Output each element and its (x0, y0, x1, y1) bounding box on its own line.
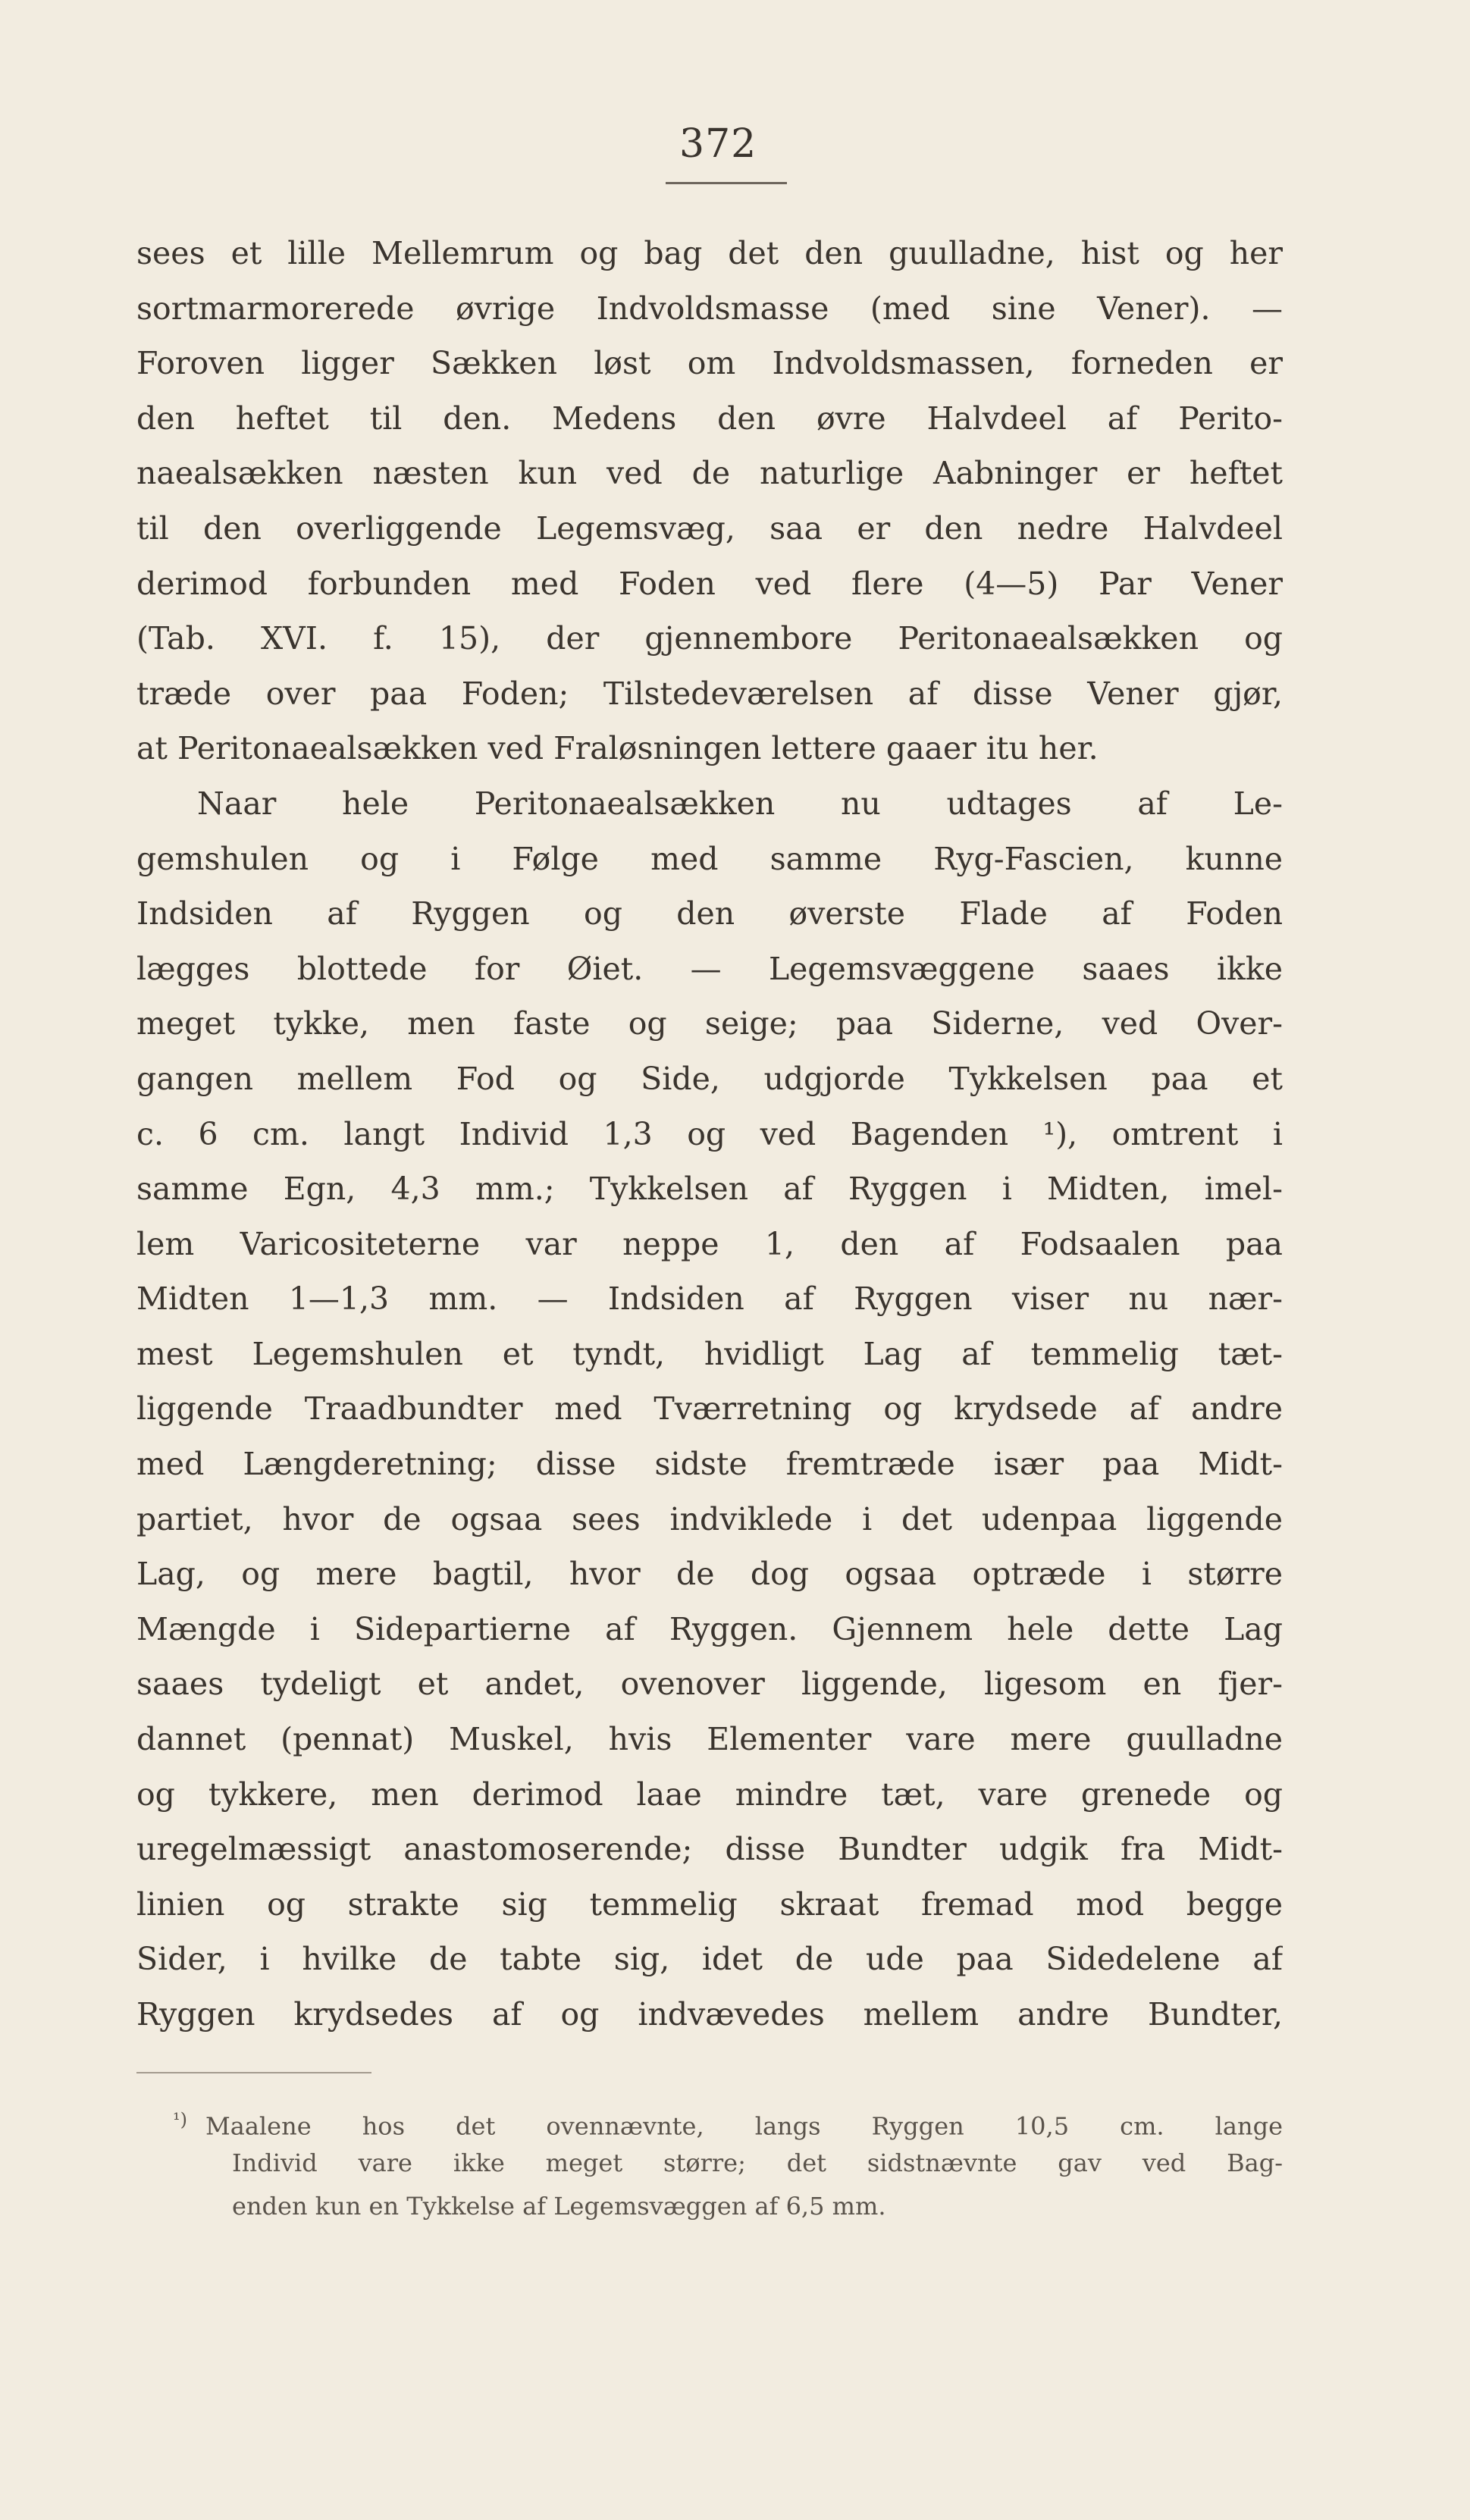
text-line: træde over paa Foden; Tilstedeværelsen af disse Vener gjør, (136, 675, 1283, 712)
text-line: Naar hele Peritonaealsækken nu udtages af Le- (197, 785, 1283, 822)
text-line: Sider, i hvilke de tabte sig, idet de ude paa Sidedelene af (136, 1941, 1283, 1978)
page-number-rule (666, 182, 787, 184)
text-line: mest Legemshulen et tyndt, hvidligt Lag af temmelig tæt- (136, 1335, 1283, 1372)
text-line: Lag, og mere bagtil, hvor de dog ogsaa optræde i større (136, 1556, 1283, 1593)
footnote-line: enden kun en Tykkelse af Legemsvæggen af 6,5 mm. (232, 2192, 886, 2221)
text-line: sortmarmorerede øvrige Indvoldsmasse (med sine Vener). — (136, 290, 1283, 327)
text-line: Mængde i Sidepartierne af Ryggen. Gjennem hele dette Lag (136, 1610, 1283, 1647)
text-line: Indsiden af Ryggen og den øverste Flade af Foden (136, 895, 1283, 932)
footnote-line (173, 2098, 1283, 2142)
text-line: gemshulen og i Følge med samme Ryg-Fascien, kunne (136, 840, 1283, 877)
text-line: samme Egn, 4,3 mm.; Tykkelsen af Ryggen i Midten, imel- (136, 1171, 1283, 1208)
body-text (136, 226, 1283, 2042)
text-line: partiet, hvor de ogsaa sees indviklede i det udenpaa liggende (136, 1500, 1283, 1537)
text-line: c. 6 cm. langt Individ 1,3 og ved Bagenden ¹), omtrent i (136, 1115, 1283, 1152)
text-line: uregelmæssigt anastomoserende; disse Bundter udgik fra Midt- (136, 1831, 1283, 1868)
text-line: linien og strakte sig temmelig skraat fremad mod begge (136, 1885, 1283, 1923)
text-line: naealsækken næsten kun ved de naturlige Aabninger er heftet (136, 455, 1283, 492)
text-line: Foroven ligger Sækken løst om Indvoldsmassen, forneden er (136, 345, 1283, 382)
text-line: og tykkere, men derimod laae mindre tæt, vare grenede og (136, 1776, 1283, 1813)
text-line: Ryggen krydsedes af og indvævedes mellem andre Bundter, (136, 1996, 1283, 2033)
text-line: gangen mellem Fod og Side, udgjorde Tykkelsen paa et (136, 1060, 1283, 1097)
text-line: dannet (pennat) Muskel, hvis Elementer vare mere guulladne (136, 1721, 1283, 1758)
text-line: lem Varicositeterne var neppe 1, den af Fodsaalen paa (136, 1225, 1283, 1262)
text-line: saaes tydeligt et andet, ovenover liggende, ligesom en fjer- (136, 1666, 1283, 1703)
text-line: lægges blottede for Øiet. — Legemsvæggene saaes ikke (136, 950, 1283, 987)
text-line: liggende Traadbundter med Tværretning og krydsede af andre (136, 1390, 1283, 1428)
text-line: meget tykke, men faste og seige; paa Siderne, ved Over- (136, 1005, 1283, 1042)
text-line: med Længderetning; disse sidste fremtræde især paa Midt- (136, 1446, 1283, 1483)
text-line: sees et lille Mellemrum og bag det den guulladne, hist og her (136, 235, 1283, 271)
footnote-text: Maalene hos det ovennævnte, langs Ryggen 10,5 cm. lange (205, 2111, 1283, 2141)
text-line: derimod forbunden med Foden ved flere (4—5) Par Vener (136, 565, 1283, 602)
page-number: 372 (679, 121, 757, 167)
text-line: at Peritonaealsækken ved Fraløsningen lettere gaaer itu her. (136, 730, 1099, 767)
footnote (173, 2098, 1283, 2228)
text-line: til den overliggende Legemsvæg, saa er den nedre Halvdeel (136, 509, 1283, 547)
text-line: (Tab. XVI. f. 15), der gjennembore Peritonaealsækken og (136, 620, 1283, 657)
footnote-marker: ¹) (173, 2109, 187, 2130)
text-line: Midten 1—1,3 mm. — Indsiden af Ryggen viser nu nær- (136, 1280, 1283, 1318)
footnote-divider (136, 2072, 371, 2073)
footnote-line: Individ vare ikke meget større; det sidstnævnte gav ved Bag- (232, 2149, 1283, 2177)
text-line: den heftet til den. Medens den øvre Halvdeel af Perito- (136, 400, 1283, 437)
